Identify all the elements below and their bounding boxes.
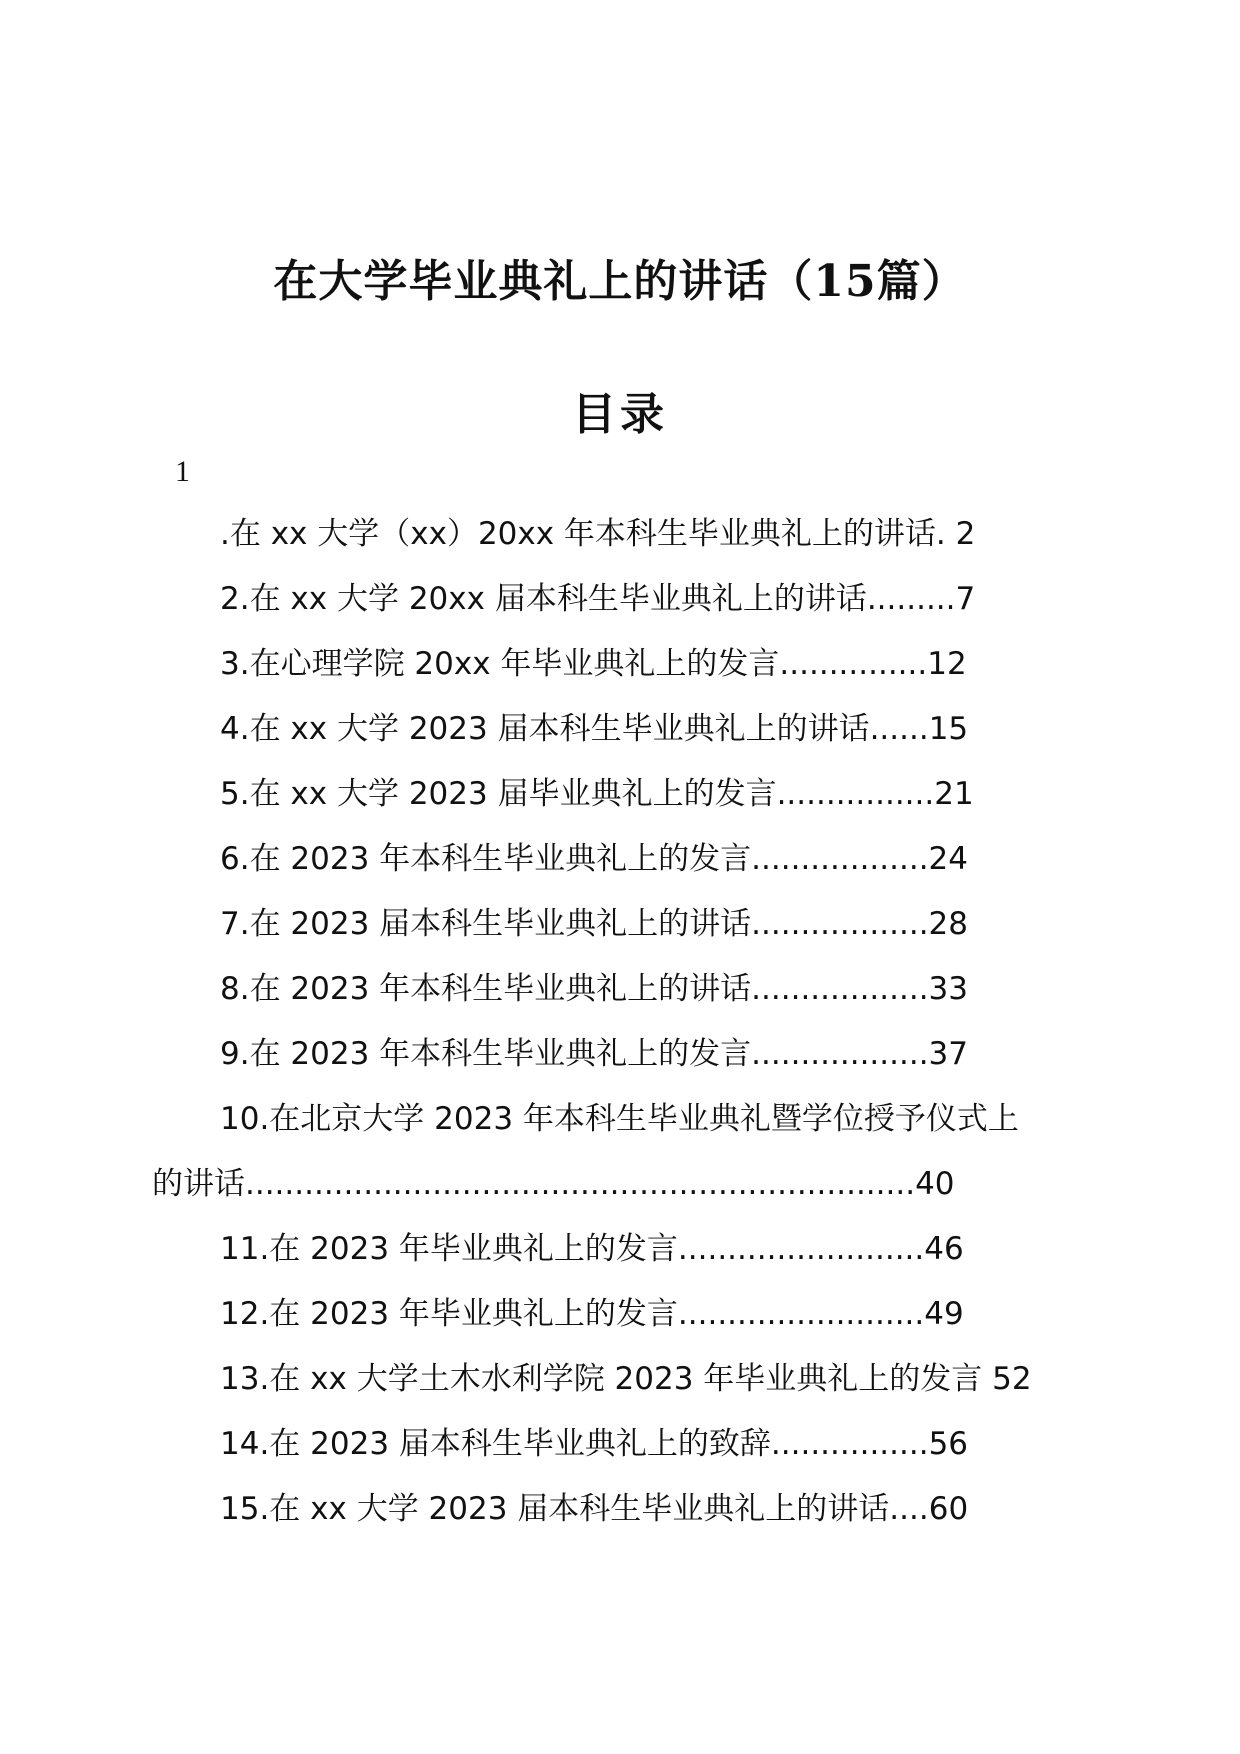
toc-entry: .在 xx 大学（xx）20xx 年本科生毕业典礼上的讲话. 2 <box>220 516 976 552</box>
toc-entry: 2.在 xx 大学 20xx 届本科生毕业典礼上的讲话.........7 <box>220 581 976 617</box>
toc-entry: 3.在心理学院 20xx 年毕业典礼上的发言...............12 <box>220 646 967 682</box>
toc-entry: 8.在 2023 年本科生毕业典礼上的讲话..................33 <box>220 971 968 1007</box>
toc-entry: 6.在 2023 年本科生毕业典礼上的发言..................24 <box>220 841 968 877</box>
toc-entry: 7.在 2023 届本科生毕业典礼上的讲话..................28 <box>220 906 968 942</box>
toc-entry: 5.在 xx 大学 2023 届毕业典礼上的发言................21 <box>220 776 974 812</box>
toc-entry: 13.在 xx 大学土木水利学院 2023 年毕业典礼上的发言 52 <box>220 1361 1032 1397</box>
toc-entry: 4.在 xx 大学 2023 届本科生毕业典礼上的讲话......15 <box>220 711 969 747</box>
stray-page-number: 1 <box>175 455 190 488</box>
toc-entry: 11.在 2023 年毕业典礼上的发言.........................46 <box>220 1231 964 1267</box>
toc-entry: 10.在北京大学 2023 年本科生毕业典礼暨学位授予仪式上 <box>220 1101 1019 1137</box>
toc-entry-continuation: 的讲话....................................................................40 <box>152 1166 955 1202</box>
toc-entry: 14.在 2023 届本科生毕业典礼上的致辞................56 <box>220 1426 969 1462</box>
toc-heading: 目录 <box>572 389 668 440</box>
toc-entry: 12.在 2023 年毕业典礼上的发言.........................49 <box>220 1296 964 1332</box>
toc-entry: 9.在 2023 年本科生毕业典礼上的发言..................37 <box>220 1036 968 1072</box>
page-title: 在大学毕业典礼上的讲话（15篇） <box>273 256 967 307</box>
toc-entry: 15.在 xx 大学 2023 届本科生毕业典礼上的讲话....60 <box>220 1491 969 1527</box>
